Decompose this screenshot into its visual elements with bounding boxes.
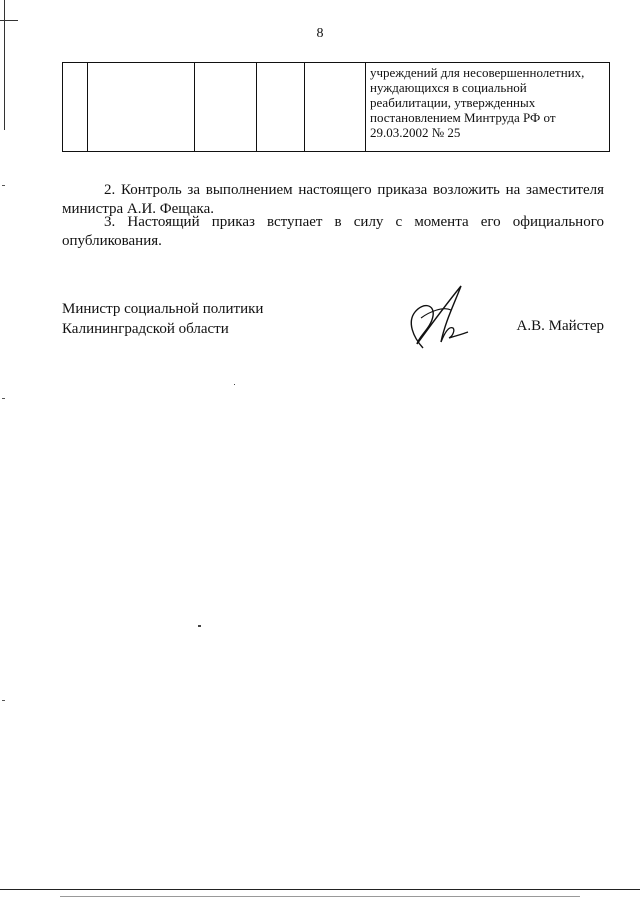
signer-name: А.В. Майстер	[516, 318, 604, 334]
margin-speck	[2, 398, 5, 399]
schedule-table-fragment	[62, 62, 610, 152]
clause-3-text: 3. Настоящий приказ вступает в силу с момента его официального опубликования.	[62, 214, 604, 249]
table-cell-empty	[305, 63, 366, 152]
signatory-title-line-2: Калининградской области	[62, 321, 229, 337]
table-row	[63, 63, 610, 152]
binding-tick	[0, 20, 18, 21]
clause-3	[62, 213, 604, 251]
table-cell-empty	[63, 63, 88, 152]
scan-edge-line	[60, 896, 580, 897]
table-cell-empty	[195, 63, 257, 152]
handwritten-signature	[393, 282, 478, 354]
page-number: 8	[316, 26, 324, 41]
scan-speck	[198, 625, 201, 627]
scan-edge-line	[0, 889, 640, 890]
table-cell-text: учреждений для несовершеннолетних, нуждающихся в социальной реабилитации, утвержденных постановлением Минтруда РФ от 29.03.2002 № 25	[366, 63, 610, 152]
clause-2-text: 2. Контроль за выполнением настоящего приказа возложить на заместителя министра А.И. Фещака.	[62, 182, 604, 217]
margin-speck	[2, 700, 5, 701]
signatory-title	[62, 299, 263, 339]
table-cell-empty	[257, 63, 305, 152]
table-cell-empty	[88, 63, 195, 152]
scan-speck	[234, 384, 235, 385]
margin-speck	[2, 185, 5, 186]
signatory-title-line-1: Министр социальной политики	[62, 301, 264, 317]
